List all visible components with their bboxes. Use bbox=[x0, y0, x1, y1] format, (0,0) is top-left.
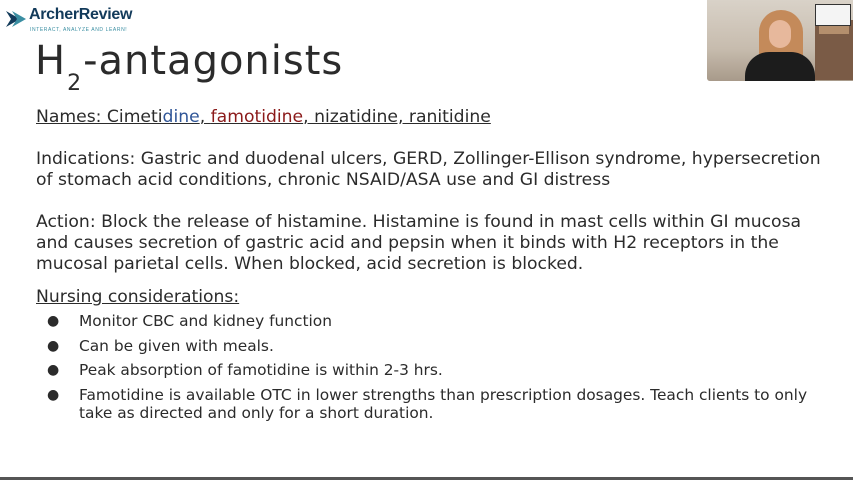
bullet-icon: ● bbox=[47, 386, 60, 403]
bullet-icon: ● bbox=[47, 337, 60, 354]
nursing-item-text: Peak absorption of famotidine is within 2-3 hrs. bbox=[79, 361, 443, 379]
indications-paragraph bbox=[36, 149, 836, 191]
presenter-video-thumbnail[interactable] bbox=[707, 0, 853, 81]
brand-tagline: INTERACT, ANALYZE AND LEARN! bbox=[30, 27, 128, 33]
names-line bbox=[36, 107, 836, 128]
slide-content bbox=[36, 107, 836, 429]
nursing-section bbox=[36, 287, 836, 423]
names-prefix: Names: Cimeti bbox=[36, 107, 163, 127]
nursing-item-text: Monitor CBC and kidney function bbox=[79, 312, 332, 330]
action-line-2: and causes secretion of gastric acid and pepsin when it binds with H2 receptors in the bbox=[36, 233, 779, 253]
nursing-item-text-line-1: Famotidine is available OTC in lower strengths than prescription dosages. Teach clients to only bbox=[79, 385, 808, 404]
names-rest: , nizatidine, ranitidine bbox=[303, 107, 491, 127]
presenter-face bbox=[769, 20, 791, 48]
archer-review-logo bbox=[6, 5, 146, 33]
cimetidine-suffix: dine bbox=[162, 107, 200, 127]
title-subscript: 2 bbox=[67, 71, 83, 96]
nursing-list bbox=[36, 312, 836, 423]
video-shelf-books bbox=[819, 26, 849, 34]
nursing-heading: Nursing considerations: bbox=[36, 287, 240, 307]
bullet-icon: ● bbox=[47, 313, 60, 329]
action-line-3: mucosal parietal cells. When blocked, acid secretion is blocked. bbox=[36, 254, 584, 274]
list-item bbox=[36, 361, 836, 380]
nursing-item-text-line-2: take as directed and only for a short duration. bbox=[79, 404, 434, 422]
list-item bbox=[36, 337, 836, 356]
archer-arrow-icon bbox=[6, 9, 28, 29]
action-line-1: Action: Block the release of histamine. Histamine is found in mast cells within GI mucosa bbox=[36, 212, 802, 232]
title-main: H bbox=[35, 38, 67, 84]
presenter-body bbox=[745, 52, 815, 81]
slide-title bbox=[35, 38, 344, 96]
bullet-icon: ● bbox=[47, 362, 60, 378]
video-wall-screen bbox=[815, 4, 851, 26]
brand-name: ArcherReview bbox=[29, 6, 133, 23]
list-item bbox=[36, 312, 836, 331]
famotidine-name: famotidine bbox=[210, 107, 304, 127]
names-comma: , bbox=[199, 107, 211, 127]
list-item bbox=[36, 386, 836, 423]
nursing-item-text: Can be given with meals. bbox=[79, 336, 274, 355]
indications-line-2: of stomach acid conditions, chronic NSAID/ASA use and GI distress bbox=[36, 170, 611, 190]
indications-line-1: Indications: Gastric and duodenal ulcers, GERD, Zollinger-Ellison syndrome, hypersecretion bbox=[36, 149, 821, 169]
title-rest: -antagonists bbox=[83, 38, 344, 84]
action-paragraph bbox=[36, 212, 836, 275]
